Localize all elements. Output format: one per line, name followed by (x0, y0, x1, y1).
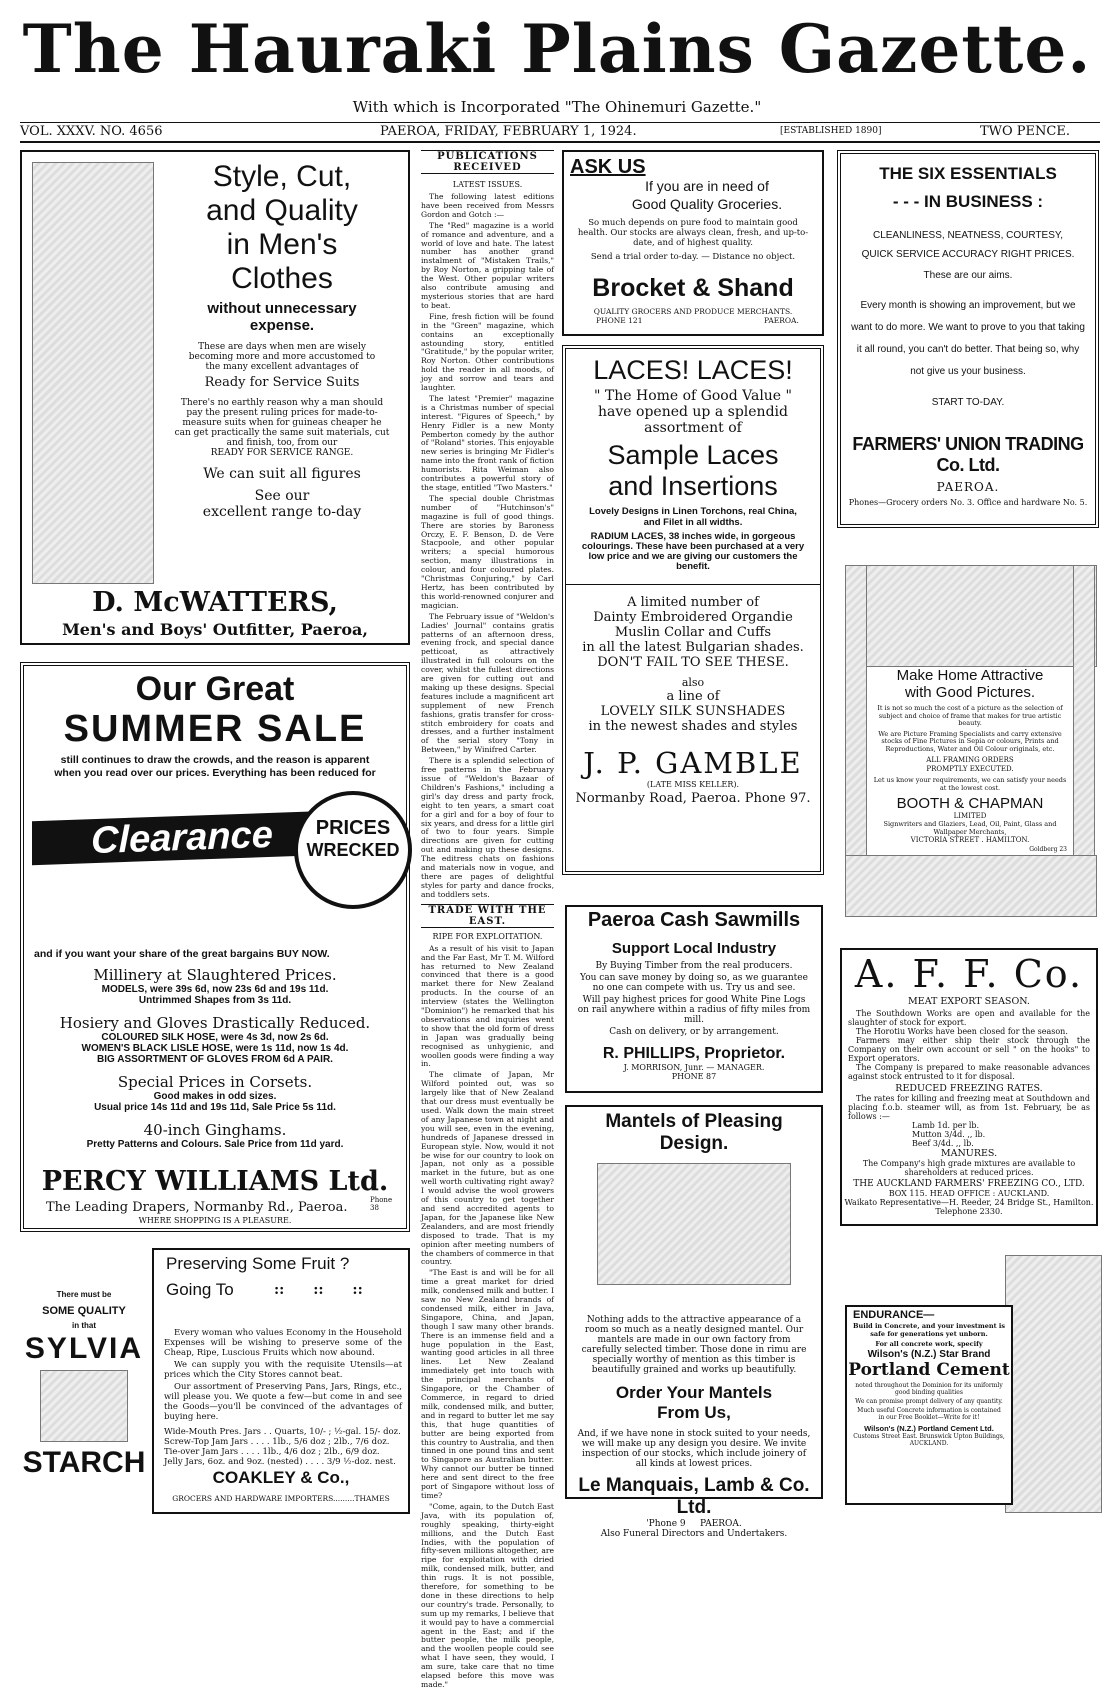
building-illustration (1005, 1255, 1102, 1513)
booth-signature: Goldberg 23 (1029, 846, 1067, 853)
farmers-town: PAEROA. (936, 480, 1000, 494)
gamble-line-8: LOVELY SILK SUNSHADES (600, 704, 786, 719)
sylvia-line-4: SYLVIA (24, 1332, 144, 1365)
landscape-illustration-bottom (845, 855, 1097, 917)
trade-para-1: As a result of his visit to Japan and the Far East, Mr T. M. Wilford has returned to New Zealand convinced that there is a good market there for New Zealand products. In the course of an interview (states the Wellington "Dominion") he remarked that his observations and inquiries went to show that the old form of dress in Japan was gradually being recognised as unhygienic, and woollen goods were finding a way in. (421, 943, 554, 1069)
sylvia-line-1: There must be (56, 1290, 112, 1299)
sawmills-manager: J. MORRISON, Junr. — MANAGER. (623, 1063, 765, 1072)
aff-para-4: The Company is prepared to make reasonable advances against stock entrusted to it for disposal. (848, 1063, 1090, 1081)
publications-para-3: Fine, fresh fiction will be found in the "Green" magazine, which contains an exceptionally astounding story, entitled "Gratitude," by the popular writer, Roy Norton. Other contributions hold the reader in all moods, of joy and sorrow and tears and laughter. (421, 311, 554, 393)
sawmills-para-3: Will pay highest prices for good White Pine Logs on rail anywhere within a radius of fifty miles from mill. (577, 995, 811, 1025)
ad-farmers-union (837, 150, 1099, 528)
publications-para-5: The special double Christmas number of "Hutchinson's" magazine is full of good things. There are stories by Baroness Orczy, E. F. Benson, D. de Vere Stacpoole, and other popular writers; a special humorous section, many illustrations in colour, and four coloured plates. "Christmas Conjuring," by Carl Hertz, has been contributed by this world-renowned conjurer and magician. (421, 493, 554, 610)
para-7: excellent range to-day (202, 504, 362, 520)
masthead-subtitle: With which is Incorporated "The Ohinemuri Gazette." (352, 98, 762, 116)
sawmills-proprietor: R. PHILLIPS, Proprietor. (602, 1045, 786, 1062)
seal-text-2: WRECKED (306, 840, 400, 860)
coakley-para-2: We can supply you with the requisite Utensils—at prices which the City Stores cannot beat. (164, 1360, 402, 1380)
ad-percy-williams (20, 662, 410, 1232)
aff-name: A. F. F. Co. (854, 952, 1084, 996)
ad-sawmills (565, 905, 823, 1093)
booth-line-2: PROMPTLY EXECUTED. (926, 765, 1014, 773)
aff-rate-3: Beef 3/4d. ,, lb. (912, 1139, 974, 1148)
publications-para-6: The February issue of "Weldon's Ladies' Journal" contains gratis patterns of an afternoon dress, evening frock, and special dance petticoat, as attractively illustrated in full colours on the cover, whilst the fullest directions are given for cutting out and making up these designs. Special features include a magnificent art supplement of new French fashions, gratis transfer for cross-stitch embroidery for coats and dresses, and a further instalment of the serial story "Tony in Between," by Winifred Carter. (421, 611, 554, 755)
aff-rate-1: Lamb 1d. per lb. (912, 1121, 980, 1130)
mantels-para-2: And, if we have none in stock suited to your needs, we will make up any design you desire. We invite inspection of our stocks, which include joinery of all kinds at lowest prices. (577, 1429, 811, 1469)
gamble-line-1: A limited number of (627, 595, 759, 610)
cement-heading: ENDURANCE— (853, 1309, 935, 1321)
aff-para-2: The Horotiu Works have been closed for the season. (856, 1027, 1068, 1036)
aff-company: THE AUCKLAND FARMERS' FREEZING CO., LTD. (853, 1179, 1085, 1189)
ad-coakley (152, 1248, 410, 1514)
farmers-line-2: QUICK SERVICE ACCURACY RIGHT PRICES. (861, 249, 1075, 260)
heading-1: Style, Cut, (212, 160, 352, 193)
gamble-heading-4: Sample Laces (607, 440, 779, 470)
gamble-line-7: a line of (666, 689, 720, 704)
trade-heading: TRADE WITH THE EAST. (421, 904, 554, 928)
sawmills-subheading: Support Local Industry (611, 940, 777, 957)
cement-brand: Wilson's (N.Z.) Star Brand (867, 1349, 991, 1360)
prices-wrecked-seal (294, 791, 412, 909)
heading-4: Clothes (231, 262, 333, 295)
aff-heading-3: REDUCED FREEZING RATES. (895, 1083, 1043, 1094)
farmers-para-1: Every month is showing an improvement, but we want to do more. We want to prove to you that taking it all round, you can't do better. That being so, why not give us your business. (851, 300, 1085, 377)
farmers-heading-1: THE SIX ESSENTIALS (879, 164, 1057, 183)
booth-para-3: Let us know your requirements, we can satisfy your needs at the lowest cost. (873, 776, 1067, 792)
gamble-heading-2: " The Home of Good Value " (594, 388, 792, 404)
para-4: READY FOR SERVICE RANGE. (210, 448, 354, 458)
percy-tagline: The Leading Drapers, Normanby Rd., Paeroa. (46, 1200, 348, 1215)
gamble-heading-5: and Insertions (608, 471, 778, 501)
issue-date: PAEROA, FRIDAY, FEBRUARY 1, 1924. (380, 124, 637, 139)
mantels-tagline: Also Funeral Directors and Undertakers. (600, 1529, 788, 1539)
seal-text-1: PRICES (315, 817, 391, 839)
farmers-line-3: These are our aims. (923, 270, 1013, 281)
ad-booth-chapman (845, 565, 1095, 915)
sale-heading-2: SUMMER SALE (63, 708, 367, 750)
aff-heading-4: MANURES. (940, 1148, 998, 1159)
ginghams-1: Pretty Patterns and Colours. Sale Price from 11d yard. (86, 1139, 344, 1150)
mcwatters-name: D. McWATTERS, (92, 587, 338, 618)
percy-name: PERCY WILLIAMS Ltd. (41, 1166, 389, 1197)
booth-heading-2: with Good Pictures. (904, 684, 1036, 701)
gamble-heading-1: LACES! LACES! (593, 355, 793, 385)
hosiery-1: COLOURED SILK HOSE, were 4s 3d, now 2s 6d. (101, 1032, 329, 1043)
brocket-line-1: If you are in need of (645, 178, 769, 194)
mcwatters-tagline: Men's and Boys' Outfitter, Paeroa, (62, 620, 368, 639)
sawmills-para-1: By Buying Timber from the real producers. (595, 961, 793, 971)
brocket-town: PAEROA. (764, 316, 799, 325)
ad-mantels (565, 1105, 823, 1539)
booth-para-1: It is not so much the cost of a picture as the selection of subject and choice of frame that makes for true artistic beauty. (877, 704, 1063, 727)
brocket-name: Brocket & Shand (592, 274, 794, 302)
coakley-row-1: Wide-Mouth Pres. Jars . . Quarts, 10/- ; ½-gal. 15/- doz. (164, 1427, 401, 1437)
ginghams-heading: 40-inch Ginghams. (143, 1121, 287, 1139)
para-5: We can suit all figures (203, 466, 361, 482)
aff-para-3: Farmers may either ship their stock through the Company on their own account or sell " on the hooks" to Export operators. (848, 1036, 1090, 1063)
ad-aff-co (840, 948, 1098, 1226)
farmers-heading-2: - - - IN BUSINESS : (892, 192, 1044, 211)
mantels-phone: 'Phone 9 (646, 1519, 686, 1529)
gamble-address: Normanby Road, Paeroa. Phone 97. (575, 791, 811, 806)
coakley-tagline: GROCERS AND HARDWARE IMPORTERS.........THAMES (172, 1494, 390, 1503)
mantel-illustration (597, 1163, 791, 1285)
publications-para-1: The following latest editions have been received from Messrs Gordon and Gotch :— (421, 192, 554, 219)
aff-representative: Waikato Representative—H. Reeder, 24 Bridge St., Hamilton. (844, 1198, 1094, 1207)
clearance-banner: Clearance (32, 811, 332, 865)
percy-phone: Phone 38 (370, 1196, 393, 1212)
coakley-row-4: Jelly Jars, 6oz. and 9oz. (nested) . . . . 3/9 ½-doz. nest. (164, 1457, 396, 1467)
cement-para-2: For all concrete work, specify (875, 1340, 983, 1348)
millinery-2: Untrimmed Shapes from 3s 11d. (138, 995, 292, 1006)
trade-para-3: "The East is and will be for all time a great market for dried milk, condensed milk and butter. I saw no New Zealand brands of condensed milk, either in Java, Singapore, China, and Japan, though I saw many other brands. There is an immense field and a huge population in the East, wanting good articles in all three lines. Let New Zealand immediately get into touch with the principal merchants of Singapore, or the Chamber of Commerce, in regard to dried milk, condensed milk, and butter, and in regard to butter let me say this, that huge quantities of butter are being exported from this country to Australia, and then tinned in one pound tins and sent to Singapore as Australian butter. Why cannot our butter be tinned here and sent direct to the free port of Singapore without loss of time? (421, 1268, 554, 1500)
brocket-heading: ASK US (570, 156, 646, 178)
booth-address: VICTORIA STREET . HAMILTON. (910, 836, 1030, 844)
sawmills-heading: Paeroa Cash Sawmills (587, 909, 801, 931)
trade-para-2: The climate of Japan, Mr Wilford pointed out, was so largely like that of New Zealand that our dress must eventually be used. Walk down the main street of any Japanese town at night and you will see, even in the evening, hundreds of Japanese dressed in European style. Now, would it not be wise for our country to look on Japan, not only as a possible market in the future, but as one well worth cultivating right away? I would advise the wool growers of this country to get together and send accredited agents to Japan, for the Japanese like New Zealanders, and are most friendly disposed to trade. That is my opinion after meeting numbers of the chambers of commerce in that country. (421, 1070, 554, 1267)
volume: VOL. XXXV. NO. 4656 (20, 124, 163, 139)
hosiery-heading: Hosiery and Gloves Drastically Reduced. (59, 1014, 371, 1032)
hosiery-2: WOMEN'S BLACK LISLE HOSE, were 1s 11d, now 1s 4d. (81, 1043, 349, 1054)
sale-heading-1: Our Great (135, 670, 295, 708)
mantels-heading-2: Design. (659, 1133, 729, 1154)
heading-6: expense. (249, 317, 315, 334)
cement-company: Wilson's (N.Z.) Portland Cement Ltd. (864, 1424, 994, 1433)
corsets-2: Usual price 14s 11d and 19s 11d, Sale Price 5s 11d. (94, 1102, 336, 1113)
publications-subheading: LATEST ISSUES. (452, 180, 523, 189)
booth-name: BOOTH & CHAPMAN (896, 795, 1044, 812)
farmers-line-1: CLEANLINESS, NEATNESS, COURTESY, (872, 230, 1064, 241)
coakley-heading-2: Going To (166, 1280, 234, 1299)
gamble-line-9: in the newest shades and styles (588, 719, 798, 734)
aff-box: BOX 115. HEAD OFFICE : AUCKLAND. (888, 1189, 1050, 1198)
sawmills-phone: PHONE 87 (671, 1072, 717, 1081)
gamble-line-3: Muslin Collar and Cuffs (614, 625, 772, 640)
aff-para-5: The rates for killing and freezing meat at Southdown and placing f.o.b. steamer will, as from 1st. February, be as follows :— (848, 1094, 1090, 1121)
aff-telephone: Telephone 2330. (935, 1207, 1003, 1216)
dateline (20, 122, 1100, 143)
sale-want: and if you want your share of the great bargains BUY NOW. (34, 948, 330, 960)
corsets-1: Good makes in odd sizes. (153, 1091, 277, 1102)
coakley-para-1: Every woman who values Economy in the Household Expenses will be wishing to preserve some of the Cheap, Ripe, Luscious Fruits which now abound. (164, 1328, 402, 1358)
gamble-line-6: also (681, 676, 705, 689)
brocket-line-2: Good Quality Groceries. (631, 196, 783, 212)
sylvia-line-2: SOME QUALITY (42, 1305, 126, 1317)
price: TWO PENCE. (979, 124, 1070, 139)
ad-sylvia-starch (20, 1290, 148, 1512)
cement-para-5: Much useful Concrete information is contained in our Free Booklet—Write for it! (857, 1407, 1001, 1421)
booth-heading-1: Make Home Attractive (896, 667, 1044, 684)
heading-3: in Men's (226, 228, 338, 261)
landscape-illustration-top (845, 565, 1097, 667)
sale-intro-2: when you read over our prices. Everything has been reduced for (54, 767, 376, 779)
farmers-name: FARMERS' UNION TRADING Co. Ltd. (852, 434, 1084, 475)
brocket-tagline: QUALITY GROCERS AND PRODUCE MERCHANTS. (593, 307, 793, 316)
gamble-late: (LATE MISS KELLER). (646, 780, 740, 789)
brocket-para-1: So much depends on pure food to maintain good health. Our stocks are always clean, fresh, and up-to-date, and of highest quality. (577, 218, 809, 248)
gamble-line-5: DON'T FAIL TO SEE THESE. (597, 655, 789, 670)
cement-para-3: noted throughout the Dominion for its uniformly good binding qualities (855, 1382, 1003, 1396)
percy-slogan: WHERE SHOPPING IS A PLEASURE. (138, 1216, 292, 1225)
booth-limited: LIMITED (953, 812, 987, 820)
established: [ESTABLISHED 1890] (780, 126, 882, 136)
booth-para-4: Signwriters and Glaziers, Lead, Oil, Paint, Glass and Wallpaper Merchants, (883, 820, 1057, 836)
mantels-contact (567, 1519, 821, 1529)
mantels-heading-3: Order Your Mantels (615, 1383, 773, 1402)
coakley-row-3: Tie-over Jam Jars . . . . 1lb., 4/6 doz ; 2lb., 6/9 doz. (164, 1447, 380, 1457)
corsets-heading: Special Prices in Corsets. (117, 1073, 313, 1091)
news-column (421, 150, 554, 1689)
publications-para-2: The "Red" magazine is a world of romance and adventure, and a world of love and hate. The latest number has another grand instalment of "Mistaken Trails," by Roy Norton, a gripping tale of the West. Other popular writers also contribute amusing and mysterious stories that are hard to beat. (421, 220, 554, 310)
masthead-title: The Hauraki Plains Gazette. (22, 10, 1092, 88)
heading-5: without unnecessary (207, 300, 357, 317)
aff-rate-2: Mutton 3/4d. ,, lb. (912, 1130, 986, 1139)
coakley-para-3: Our assortment of Preserving Pans, Jars, Rings, etc., will please you. We quote a few—but come in and see the Goods—you'll be convinced of the advantages of buying here. (164, 1382, 402, 1422)
millinery-heading: Millinery at Slaughtered Prices. (93, 966, 337, 984)
brocket-phone: PHONE 121 (596, 316, 643, 325)
para-6: See our (254, 488, 310, 504)
gamble-para-2: RADIUM LACES, 38 inches wide, in gorgeous colourings. These have been purchased at a very low price and we are giving our customers the benefit. (581, 531, 805, 572)
para-3: There's no earthly reason why a man should pay the present ruling prices for made-to-measure suits when for guineas cheaper he can get practically the same suit materials, cut and finish, too, from our (174, 398, 390, 448)
mantels-heading-1: Mantels of Pleasing (605, 1111, 783, 1132)
publications-para-7: There is a splendid selection of free patterns in the February issue of "Weldon's Bazaar of Children's Fashions," including a girl's day dress and party frock, eight to ten years, a smart coat for a girl and for a boy of four to six years, and dress for a little girl of two to four years. Simple directions are given for cutting out and making up these designs. The editress chats on fashions and materials now in vogue, and there are pages of delightful styles for party and dance frocks, and toddlers sets. (421, 756, 554, 899)
coakley-name: COAKLEY & Co., (212, 1468, 350, 1487)
para-2: Ready for Service Suits (204, 375, 360, 390)
coakley-heading-1: Preserving Some Fruit ? (166, 1254, 350, 1273)
publications-heading: PUBLICATIONS RECEIVED (421, 150, 554, 174)
mantels-name: Le Manquais, Lamb & Co. Ltd. (578, 1475, 810, 1518)
coakley-dots: :: :: :: (274, 1282, 363, 1298)
sylvia-children-illustration (40, 1370, 128, 1442)
aff-para-1: The Southdown Works are open and available for the slaughter of stock for export. (848, 1009, 1090, 1027)
trade-subheading: RIPE FOR EXPLOITATION. (432, 931, 543, 941)
para-1: These are days when men are wisely becoming more and more accustomed to the many excellent advantages of (188, 342, 376, 372)
mantels-heading-4: From Us, (657, 1403, 731, 1422)
farmers-phones: Phones—Grocery orders No. 3. Office and hardware No. 5. (848, 498, 1088, 507)
sale-intro-1: still continues to draw the crowds, and the reason is apparent (60, 754, 370, 766)
gamble-name: J. P. GAMBLE (583, 746, 803, 780)
cement-address: Customs Street East. Brunswick Upton Buildings, AUCKLAND. (853, 1433, 1005, 1447)
gamble-line-2: Dainty Embroidered Organdie (593, 610, 793, 625)
gamble-para-1: Lovely Designs in Linen Torchons, real China, and Filet in all widths. (589, 506, 797, 528)
publications-para-4: The latest "Premier" magazine is a Christmas number of special interest. "Figures of Speech," by Henry Fidler is a new Monty Pemberton comedy by the author of "Roland" stories. This enjoyable new series is bringing Mr Fidler's name into the front rank of fiction humorists. Rita Weiman also contributes a powerful story of the stage, entitled "Two Masters." (421, 393, 554, 492)
booth-para-2: We are Picture Framing Specialists and carry extensive stocks of Fine Pictures in Sepia or colours, Prints and Reproductions, Water and Oil Colour originals, etc. (878, 729, 1062, 753)
ad-gamble (562, 345, 824, 875)
gamble-heading-3: have opened up a splendid assortment of (598, 404, 788, 436)
ad-brocket-shand (562, 150, 824, 336)
millinery-1: MODELS, were 39s 6d, now 23s 6d and 19s 11d. (101, 984, 329, 995)
sawmills-para-2: You can save money by doing so, as we guarantee no one can compete with us. Try us and see. (580, 973, 808, 993)
cement-name: Portland Cement (848, 1360, 1010, 1380)
sylvia-line-5: STARCH (22, 1446, 146, 1479)
hosiery-3: BIG ASSORTMENT OF GLOVES FROM 6d A PAIR. (97, 1054, 333, 1065)
aff-para-6: The Company's high grade mixtures are available to shareholders at reduced prices. (862, 1159, 1076, 1177)
gamble-line-4: in all the latest Bulgarian shades. (582, 640, 804, 655)
ad-portland-cement (845, 1255, 1100, 1513)
cement-para-1: Build in Concrete, and your investment is safe for generations yet unborn. (853, 1322, 1006, 1338)
aff-heading-2: MEAT EXPORT SEASON. (908, 996, 1030, 1007)
sylvia-line-3: in that (72, 1321, 96, 1330)
booth-line-1: ALL FRAMING ORDERS (926, 756, 1014, 764)
trade-para-4: "Come, again, to the Dutch East Java, with its population of, roughly speaking, thirty-eight millions, and the Dutch East Indies, with the population of fifty-seven millions altogether, are ripe for exploitation with dried milk, condensed milk, butter, and thin rugs. It is not possible, therefore, for something to be done in these directions to help our country's trade. Personally, to sum up my remarks, I believe that it would pay to have a commercial agent in the East; and if the butter people, the milk people, and the woollen people could see what I have seen, they would, I am sure, take care that no time elapsed before this move was made." (421, 1501, 554, 1689)
mantels-para-1: Nothing adds to the attractive appearance of a room so much as a neatly designed mantel. Our mantels are made in our own factory from carefully selected timber. Those done in rimu are specially worthy of mention as this timber is beautifully grained and works up beautifully. (581, 1315, 807, 1375)
sawmills-para-4: Cash on delivery, or by arrangement. (609, 1027, 779, 1037)
mantels-town: PAEROA. (699, 1519, 742, 1529)
farmers-line-4: START TO-DAY. (931, 397, 1005, 408)
brocket-para-2: Send a trial order to-day. — Distance no object. (590, 252, 796, 262)
coakley-row-2: Screw-Top Jam Jars . . . . 1lb., 5/6 doz ; 2lb., 7/6 doz. (164, 1437, 390, 1447)
cement-para-4: We can promise prompt delivery of any quantity. (855, 1398, 1003, 1405)
heading-2: and Quality (206, 194, 358, 227)
ad-mcwatters (20, 150, 410, 645)
man-illustration (32, 162, 154, 584)
